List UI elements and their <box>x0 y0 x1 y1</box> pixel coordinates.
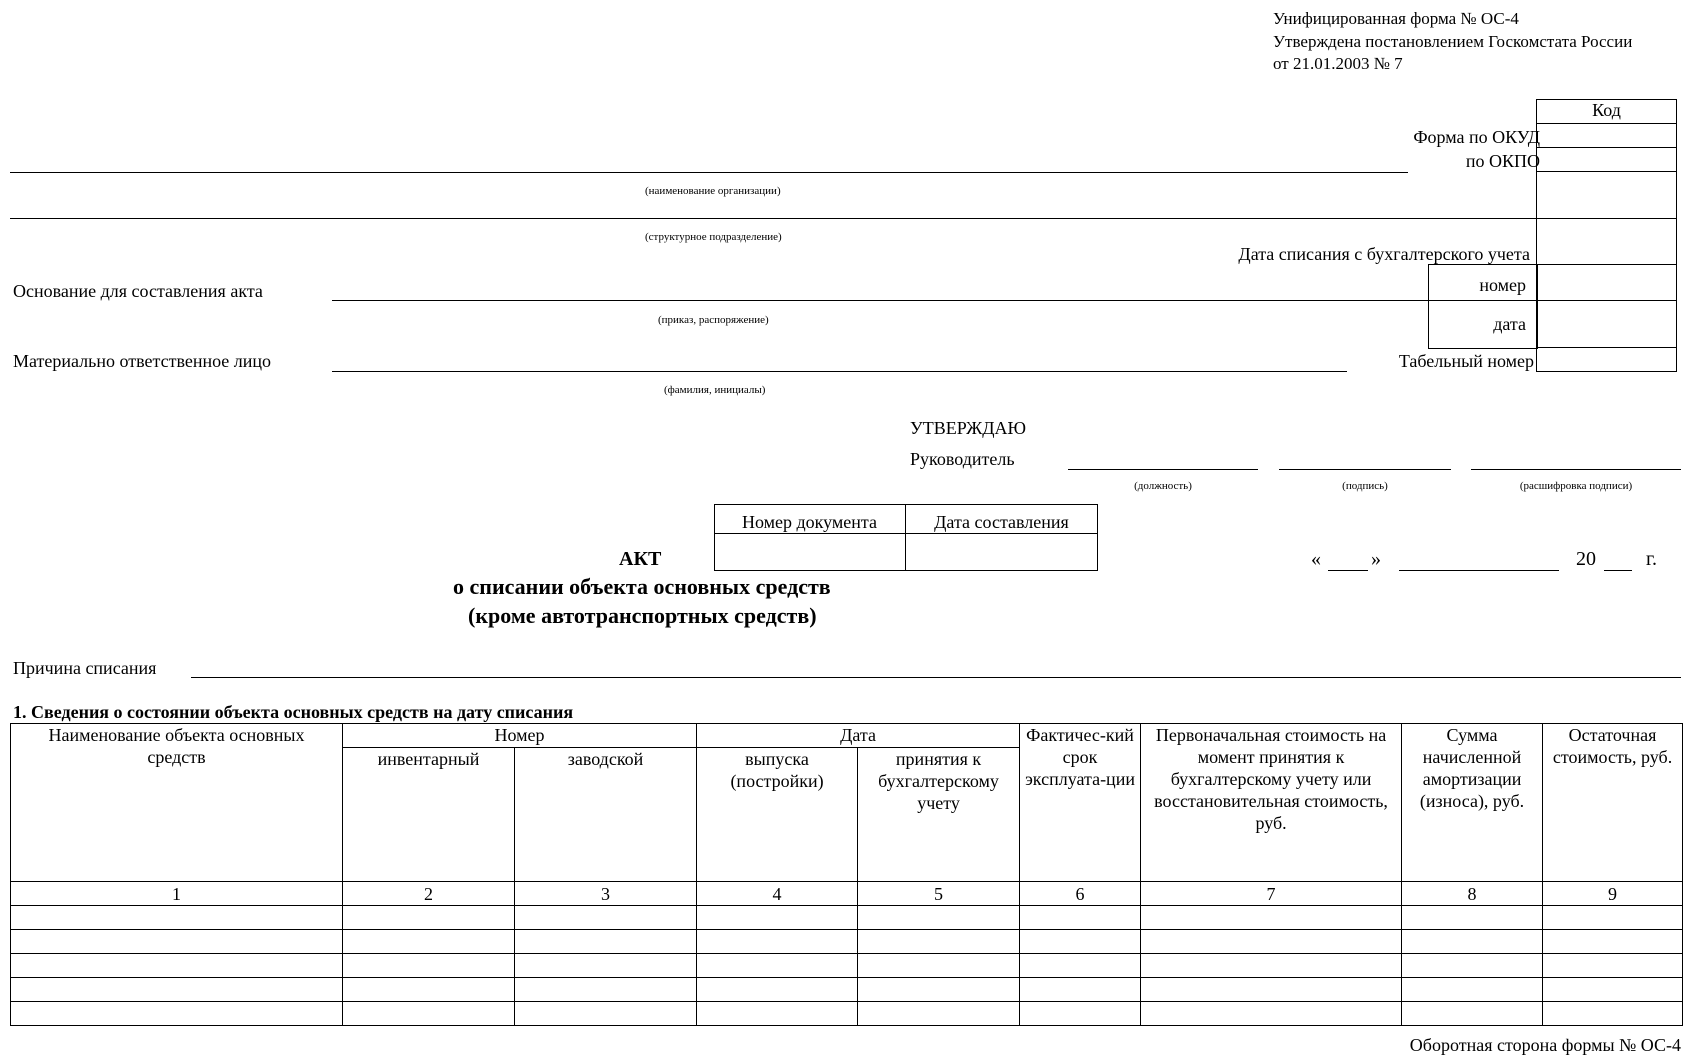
doc-date-cell[interactable] <box>907 535 1097 569</box>
signature-line[interactable] <box>1279 469 1451 470</box>
table-cell[interactable] <box>343 906 515 930</box>
table-cell[interactable] <box>515 954 697 978</box>
table-cell[interactable] <box>1141 978 1402 1002</box>
org-code-cell[interactable] <box>1537 172 1676 219</box>
doc-number-cell[interactable] <box>716 535 904 569</box>
writeoff-date-label: Дата списания с бухгалтерского учета <box>1238 244 1530 264</box>
dept-code-cell[interactable] <box>1537 219 1676 265</box>
month-line[interactable] <box>1399 570 1559 571</box>
col-header-serial: заводской <box>515 748 697 882</box>
table-cell[interactable] <box>1020 930 1141 954</box>
act-subtitle-1: о списании объекта основных средств <box>453 574 831 599</box>
col-header-term: Фактичес-кий срок эксплуата-ции <box>1020 724 1141 882</box>
table-row <box>11 978 1683 1002</box>
table-cell[interactable] <box>858 930 1020 954</box>
reason-line[interactable] <box>191 677 1681 678</box>
table-cell[interactable] <box>343 954 515 978</box>
col-number: 4 <box>697 882 858 906</box>
dept-line[interactable] <box>10 218 1536 219</box>
table-cell[interactable] <box>697 1002 858 1026</box>
position-caption: (должность) <box>1134 480 1192 492</box>
section1-title: 1. Сведения о состоянии объекта основных средств на дату списания <box>13 702 574 722</box>
basis-caption: (приказ, распоряжение) <box>658 314 769 326</box>
table-cell[interactable] <box>1020 978 1141 1002</box>
approve-label: УТВЕРЖДАЮ <box>910 418 1027 438</box>
table-row <box>11 954 1683 978</box>
tab-number-label: Табельный номер <box>1398 351 1534 371</box>
col-header-name: Наименование объекта основных средств <box>11 724 343 882</box>
col-header-release: выпуска (постройки) <box>697 748 858 882</box>
table-cell[interactable] <box>858 906 1020 930</box>
table-cell[interactable] <box>11 978 343 1002</box>
day-line[interactable] <box>1328 570 1368 571</box>
col-number: 6 <box>1020 882 1141 906</box>
col-number: 1 <box>11 882 343 906</box>
col-number: 3 <box>515 882 697 906</box>
date-label: дата <box>1493 314 1526 334</box>
table-cell[interactable] <box>515 1002 697 1026</box>
table-cell[interactable] <box>1020 1002 1141 1026</box>
form-reference-line3: от 21.01.2003 № 7 <box>1273 54 1403 73</box>
responsible-label: Материально ответственное лицо <box>13 351 272 371</box>
table-cell[interactable] <box>1402 978 1543 1002</box>
table-cell[interactable] <box>515 978 697 1002</box>
table-row <box>11 906 1683 930</box>
number-date-divider <box>1428 300 1538 301</box>
table-cell[interactable] <box>1402 906 1543 930</box>
okpo-label: по ОКПО <box>1465 151 1540 171</box>
number-code-cell[interactable] <box>1537 265 1676 301</box>
col-header-residual: Остаточная стоимость, руб. <box>1543 724 1683 882</box>
table-cell[interactable] <box>1141 954 1402 978</box>
signature-caption: (подпись) <box>1342 480 1388 492</box>
org-name-line[interactable] <box>10 172 1408 173</box>
table-cell[interactable] <box>1141 930 1402 954</box>
table-cell[interactable] <box>1020 954 1141 978</box>
table-cell[interactable] <box>858 978 1020 1002</box>
fixed-asset-table <box>10 723 1683 1026</box>
table-cell[interactable] <box>1402 954 1543 978</box>
code-header: Код <box>1537 100 1676 124</box>
okud-code-cell[interactable] <box>1537 124 1676 148</box>
decoding-caption: (расшифровка подписи) <box>1519 480 1633 492</box>
table-cell[interactable] <box>1141 1002 1402 1026</box>
doc-date-header: Дата составления <box>934 512 1069 532</box>
dept-caption: (структурное подразделение) <box>645 231 782 243</box>
footer-note: Оборотная сторона формы № ОС-4 <box>1409 1035 1681 1055</box>
responsible-line[interactable] <box>332 371 1347 372</box>
table-cell[interactable] <box>1543 954 1683 978</box>
table-cell[interactable] <box>515 930 697 954</box>
number-label: номер <box>1479 275 1526 295</box>
table-cell[interactable] <box>11 954 343 978</box>
year-suffix: г. <box>1646 548 1657 570</box>
col-number: 7 <box>1141 882 1402 906</box>
code-column <box>1536 99 1677 372</box>
form-reference-line2: Утверждена постановлением Госкомстата России <box>1273 32 1633 51</box>
date-quote-open: « <box>1311 548 1321 570</box>
table-row <box>11 930 1683 954</box>
col-number: 9 <box>1543 882 1683 906</box>
table-cell[interactable] <box>1402 1002 1543 1026</box>
tab-number-code-cell[interactable] <box>1537 348 1676 373</box>
table-cell[interactable] <box>1543 978 1683 1002</box>
year-line[interactable] <box>1604 570 1632 571</box>
act-title: АКТ <box>619 548 662 570</box>
reason-label: Причина списания <box>13 658 157 678</box>
act-subtitle-2: (кроме автотранспортных средств) <box>468 603 817 628</box>
org-caption: (наименование организации) <box>645 185 781 197</box>
table-cell[interactable] <box>697 906 858 930</box>
head-label: Руководитель <box>910 449 1015 469</box>
table-cell[interactable] <box>1543 906 1683 930</box>
table-cell[interactable] <box>697 954 858 978</box>
position-line[interactable] <box>1068 469 1258 470</box>
col-group-date: Дата <box>697 724 1020 748</box>
table-cell[interactable] <box>343 978 515 1002</box>
table-cell[interactable] <box>515 906 697 930</box>
col-header-depreciation: Сумма начисленной амортизации (износа), руб. <box>1402 724 1543 882</box>
col-number: 8 <box>1402 882 1543 906</box>
table-cell[interactable] <box>343 1002 515 1026</box>
decoding-line[interactable] <box>1471 469 1681 470</box>
table-cell[interactable] <box>858 1002 1020 1026</box>
form-reference-line1: Унифицированная форма № ОС-4 <box>1273 9 1519 28</box>
okpo-code-cell[interactable] <box>1537 148 1676 172</box>
table-cell[interactable] <box>11 1002 343 1026</box>
date-quote-close: » <box>1371 548 1381 570</box>
table-cell[interactable] <box>697 978 858 1002</box>
basis-label: Основание для составления акта <box>13 281 263 301</box>
year-prefix: 20 <box>1576 548 1596 570</box>
basis-line[interactable] <box>332 300 1428 301</box>
table-cell[interactable] <box>1402 930 1543 954</box>
table-row <box>11 1002 1683 1026</box>
col-group-number: Номер <box>343 724 697 748</box>
col-number: 2 <box>343 882 515 906</box>
table-cell[interactable] <box>11 930 343 954</box>
table-cell[interactable] <box>858 954 1020 978</box>
table-cell[interactable] <box>343 930 515 954</box>
table-cell[interactable] <box>1543 1002 1683 1026</box>
col-header-acceptance: принятия к бухгалтерскому учету <box>858 748 1020 882</box>
okud-label: Форма по ОКУД <box>1413 127 1540 147</box>
doc-number-header: Номер документа <box>741 512 878 532</box>
doc-table-top <box>714 504 1098 505</box>
col-header-inventory: инвентарный <box>343 748 515 882</box>
table-cell[interactable] <box>697 930 858 954</box>
col-number: 5 <box>858 882 1020 906</box>
doc-table-mid <box>714 533 1098 534</box>
col-header-initial-cost: Первоначальная стоимость на момент принятия к бухгалтерскому учету или восстановительная стоимость, руб. <box>1141 724 1402 882</box>
table-cell[interactable] <box>11 906 343 930</box>
table-cell[interactable] <box>1141 906 1402 930</box>
table-cell[interactable] <box>1020 906 1141 930</box>
date-code-cell[interactable] <box>1537 301 1676 348</box>
table-cell[interactable] <box>1543 930 1683 954</box>
responsible-caption: (фамилия, инициалы) <box>664 384 766 396</box>
